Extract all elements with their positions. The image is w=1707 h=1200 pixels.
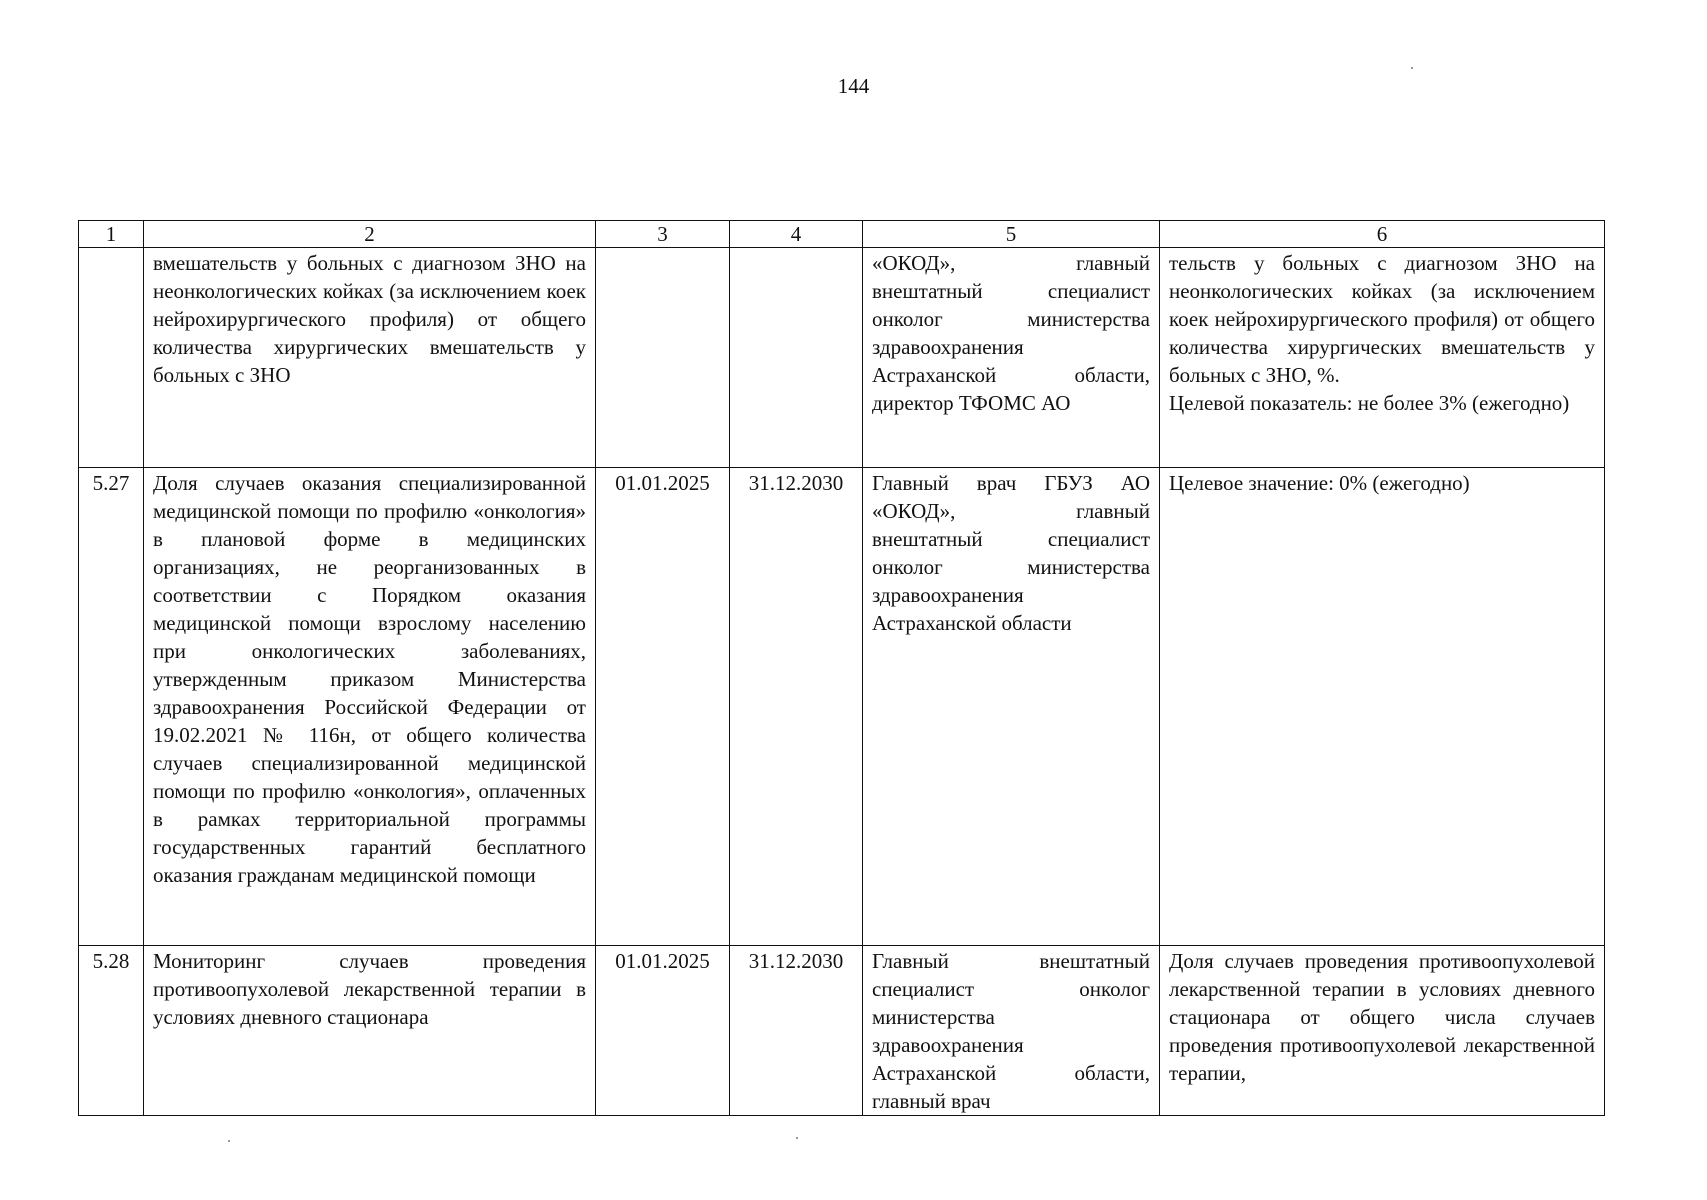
result-text: тельств у больных с диагнозом ЗНО на неонкологических койках (за исключением коек нейрохирургического профиля) от общего количества хирургических вмешательств у больных с ЗНО, %.: [1169, 251, 1595, 387]
page-number: 144: [837, 74, 870, 98]
scan-speck: [796, 1137, 798, 1139]
measure-description: вмешательств у больных с диагнозом ЗНО на неонкологических койках (за исключением коек нейрохирургического профиля) от общего количества хирургических вмешательств у больных с ЗНО: [144, 248, 596, 468]
row-number: 5.27: [79, 468, 144, 946]
responsible-executor: Главный внештатный специалист онколог министерства здравоохранения Астраханской области, главный врач: [863, 946, 1160, 1116]
target-value: Целевое значение: 0% (ежегодно): [1169, 471, 1470, 495]
header-col-3: 3: [596, 221, 730, 248]
header-col-1: 1: [79, 221, 144, 248]
responsible-executor: «ОКОД», главный внештатный специалист онколог министерства здравоохранения Астраханской области, директор ТФОМС АО: [863, 248, 1160, 468]
header-col-5: 5: [863, 221, 1160, 248]
header-col-2: 2: [144, 221, 596, 248]
measure-description: Мониторинг случаев проведения противоопухолевой лекарственной терапии в условиях дневного стационара: [144, 946, 596, 1116]
responsible-executor: Главный врач ГБУЗ АО «ОКОД», главный внештатный специалист онколог министерства здравоохранения Астраханской области: [863, 468, 1160, 946]
scan-speck: [1411, 67, 1413, 69]
expected-result: [1160, 946, 1605, 1116]
row-number: 5.28: [79, 946, 144, 1116]
end-date: [730, 248, 863, 468]
table-row: [79, 468, 1605, 946]
target-indicator: Целевой показатель: не более 3% (ежегодно): [1169, 391, 1570, 415]
start-date: [596, 248, 730, 468]
start-date: 01.01.2025: [596, 946, 730, 1116]
header-row: [79, 221, 1605, 248]
measures-table: [78, 220, 1605, 1116]
table-row: [79, 248, 1605, 468]
result-text: Доля случаев проведения противоопухолевой лекарственной терапии в условиях дневного стационара от общего числа случаев проведения противоопухолевой лекарственной терапии,: [1169, 949, 1595, 1085]
end-date: 31.12.2030: [730, 946, 863, 1116]
row-number: [79, 248, 144, 468]
table-row: [79, 946, 1605, 1116]
measure-description: Доля случаев оказания специализированной медицинской помощи по профилю «онкология» в плановой форме в медицинских организациях, не реорганизованных в соответствии с Порядком оказания медицинской помощи взрослому населению при онкологических заболеваниях, утвержденным приказом Министерства здравоохранения Российской Федерации от 19.02.2021 № 116н, от общего количества случаев специализированной медицинской помощи по профилю «онкология», оплаченных в рамках территориальной программы государственных гарантий бесплатного оказания гражданам медицинской помощи: [144, 468, 596, 946]
start-date: 01.01.2025: [596, 468, 730, 946]
expected-result: [1160, 468, 1605, 946]
end-date: 31.12.2030: [730, 468, 863, 946]
scan-speck: [228, 1140, 230, 1142]
expected-result: [1160, 248, 1605, 468]
header-col-6: 6: [1160, 221, 1605, 248]
header-col-4: 4: [730, 221, 863, 248]
